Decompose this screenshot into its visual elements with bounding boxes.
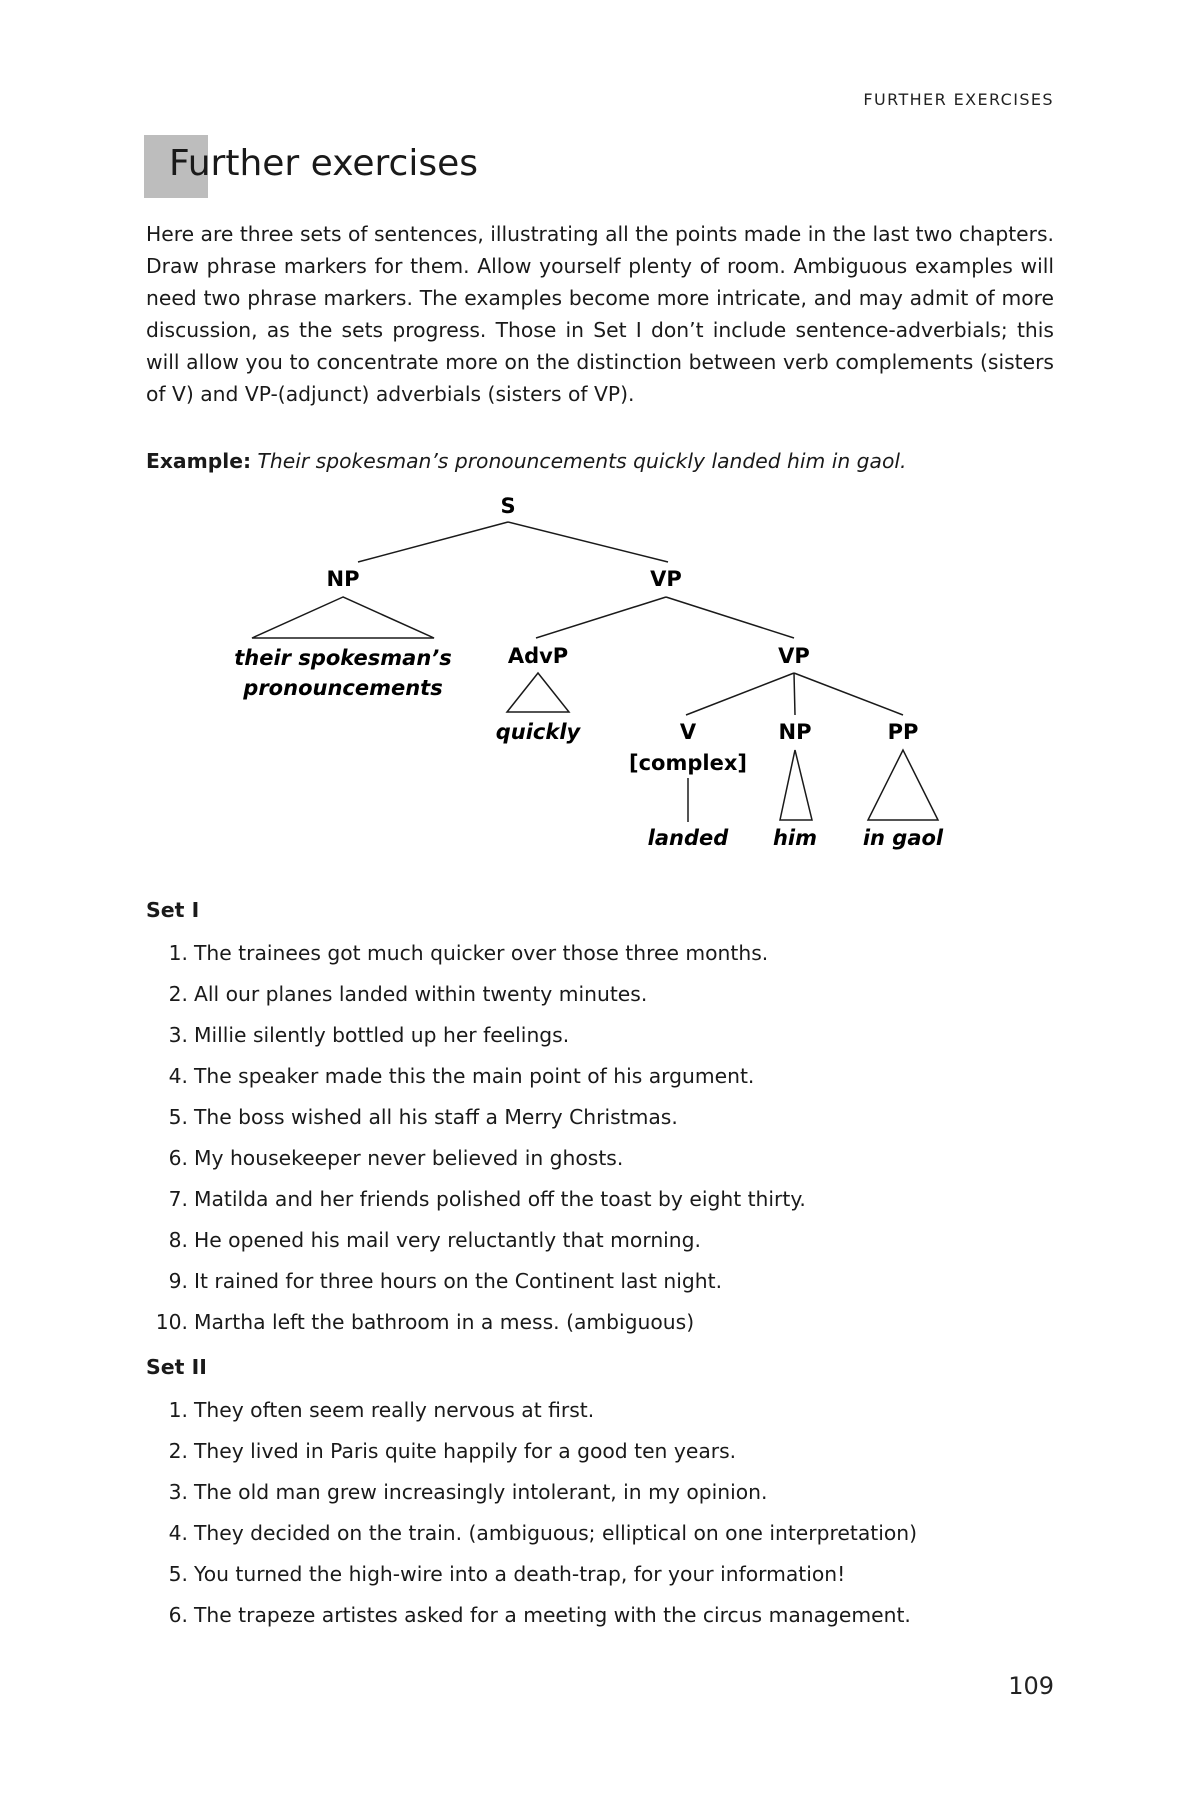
branch-vp-pp bbox=[794, 673, 903, 715]
words-advp: quickly bbox=[495, 720, 581, 744]
node-vp-inner: VP bbox=[778, 644, 810, 668]
phrase-marker-tree bbox=[200, 490, 1000, 860]
set-2-list bbox=[146, 1390, 1066, 1636]
words-pp: in gaol bbox=[862, 826, 944, 850]
list-item: 5. The boss wished all his staff a Merry Christmas. bbox=[168, 1105, 678, 1129]
example-label: Example: bbox=[146, 449, 252, 473]
page-number: 109 bbox=[1008, 1672, 1054, 1700]
triangle-np-object bbox=[780, 750, 812, 820]
branch-vp-vp bbox=[666, 597, 794, 638]
running-head: FURTHER EXERCISES bbox=[863, 90, 1054, 109]
list-item: 8. He opened his mail very reluctantly that morning. bbox=[168, 1228, 701, 1252]
set-1-list bbox=[146, 933, 1066, 1343]
branch-vp-v bbox=[686, 673, 794, 715]
list-item: 9. It rained for three hours on the Continent last night. bbox=[168, 1269, 723, 1293]
list-item: 7. Matilda and her friends polished off the toast by eight thirty. bbox=[168, 1187, 806, 1211]
branch-s-np bbox=[358, 522, 508, 562]
words-v: landed bbox=[647, 826, 729, 850]
example-line bbox=[146, 446, 1054, 476]
node-advp: AdvP bbox=[507, 644, 569, 668]
page-title: Further exercises bbox=[169, 143, 479, 184]
list-item: 4. They decided on the train. (ambiguous; elliptical on one interpretation) bbox=[168, 1521, 918, 1545]
triangle-advp bbox=[507, 673, 569, 712]
list-item: 6. My housekeeper never believed in ghosts. bbox=[168, 1146, 624, 1170]
words-np-subject-2: pronouncements bbox=[243, 676, 443, 700]
list-item: 6. The trapeze artistes asked for a meeting with the circus management. bbox=[168, 1603, 911, 1627]
list-item: 5. You turned the high-wire into a death-trap, for your information! bbox=[168, 1562, 846, 1586]
node-np-subject: NP bbox=[326, 567, 360, 591]
node-np-object: NP bbox=[778, 720, 812, 744]
intro-paragraph: Here are three sets of sentences, illustrating all the points made in the last two chapters. Draw phrase markers for them. Allow yourself plenty of room. Ambiguous examples will need two phrase markers. The examples become more intricate, and may admit of more discussion, as the sets progress. Those in Set I don’t include sentence-adverbials; this will allow you to concentrate more on the distinction between verb complements (sisters of V) and VP-(adjunct) adverbials (sisters of VP). bbox=[146, 222, 1054, 406]
triangle-np-subject bbox=[252, 597, 434, 638]
branch-s-vp bbox=[508, 522, 668, 562]
node-v: V bbox=[679, 720, 697, 744]
list-item: 10. Martha left the bathroom in a mess. (ambiguous) bbox=[155, 1310, 695, 1334]
example-sentence: Their spokesman’s pronouncements quickly landed him in gaol. bbox=[257, 449, 907, 473]
list-item: 3. The old man grew increasingly intolerant, in my opinion. bbox=[168, 1480, 768, 1504]
branch-vp-np-object bbox=[794, 673, 795, 715]
list-item: 1. The trainees got much quicker over those three months. bbox=[168, 941, 769, 965]
set-1-heading: Set I bbox=[146, 898, 200, 922]
list-item: 2. They lived in Paris quite happily for a good ten years. bbox=[168, 1439, 737, 1463]
set-2-heading: Set II bbox=[146, 1355, 207, 1379]
words-np-subject-1: their spokesman’s bbox=[234, 646, 452, 670]
node-pp: PP bbox=[887, 720, 919, 744]
node-s: S bbox=[500, 494, 516, 518]
list-item: 2. All our planes landed within twenty minutes. bbox=[168, 982, 648, 1006]
triangle-pp bbox=[868, 750, 938, 820]
list-item: 4. The speaker made this the main point of his argument. bbox=[168, 1064, 755, 1088]
branch-vp-advp bbox=[536, 597, 666, 638]
list-item: 3. Millie silently bottled up her feelings. bbox=[168, 1023, 570, 1047]
node-vp: VP bbox=[650, 567, 682, 591]
words-np-object: him bbox=[772, 826, 818, 850]
node-v-feature: [complex] bbox=[629, 751, 747, 775]
list-item: 1. They often seem really nervous at first. bbox=[168, 1398, 595, 1422]
